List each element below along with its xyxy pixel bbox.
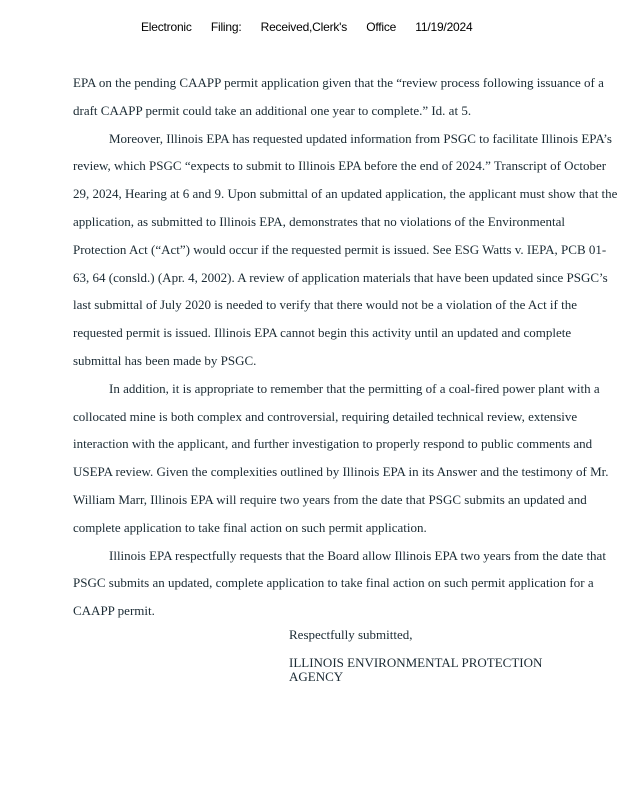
signature-agency: ILLINOIS ENVIRONMENTAL PROTECTION AGENCY [289, 655, 543, 684]
document-body [73, 69, 618, 625]
signature-block [289, 628, 569, 684]
paragraph-updated-information: Moreover, Illinois EPA has requested updated information from PSGC to facilitate Illinois EPA’s review, which PSGC “expects to submit to Illinois EPA before the end of 2024.” Transcript of October 29, 2024, Hearing at 6 and 9. Upon submittal of an updated application, the applicant must show that the application, as submitted to Illinois EPA, demonstrates that no violations of the Environmental Protection Act (“Act”) would occur if the requested permit is issued. See ESG Watts v. IEPA, PCB 01-63, 64 (consld.) (Apr. 4, 2002). A review of application materials that have been updated since PSGC’s last submittal of July 2020 is needed to verify that there would not be a violation of the Act if the requested permit is issued. Illinois EPA cannot begin this activity until an updated and complete submittal has been made by PSGC. [73, 130, 618, 368]
signature-closing: Respectfully submitted, [289, 627, 413, 642]
paragraph-request: Illinois EPA respectfully requests that the Board allow Illinois EPA two years from the date that PSGC submits an updated, complete application to take final action on such permit application for a CAAPP permit. [73, 547, 606, 619]
electronic-filing-header [141, 20, 488, 34]
header-received-clerks: Received,Clerk's [260, 20, 348, 34]
header-office: Office [366, 20, 397, 34]
header-electronic: Electronic [141, 20, 192, 34]
header-filing: Filing: [210, 20, 242, 34]
paragraph-continuation: EPA on the pending CAAPP permit application given that the “review process following issuance of a draft CAAPP permit could take an additional one year to complete.” Id. at 5. [73, 75, 604, 118]
header-date: 11/19/2024 [415, 20, 473, 34]
paragraph-complexity: In addition, it is appropriate to remember that the permitting of a coal-fired power plant with a collocated mine is both complex and controversial, requiring detailed technical review, extensive interaction with the applicant, and further investigation to properly respond to public comments and USEPA review. Given the complexities outlined by Illinois EPA in its Answer and the testimony of Mr. William Marr, Illinois EPA will require two years from the date that PSGC submits an updated and complete application to take final action on such permit application. [73, 380, 609, 535]
